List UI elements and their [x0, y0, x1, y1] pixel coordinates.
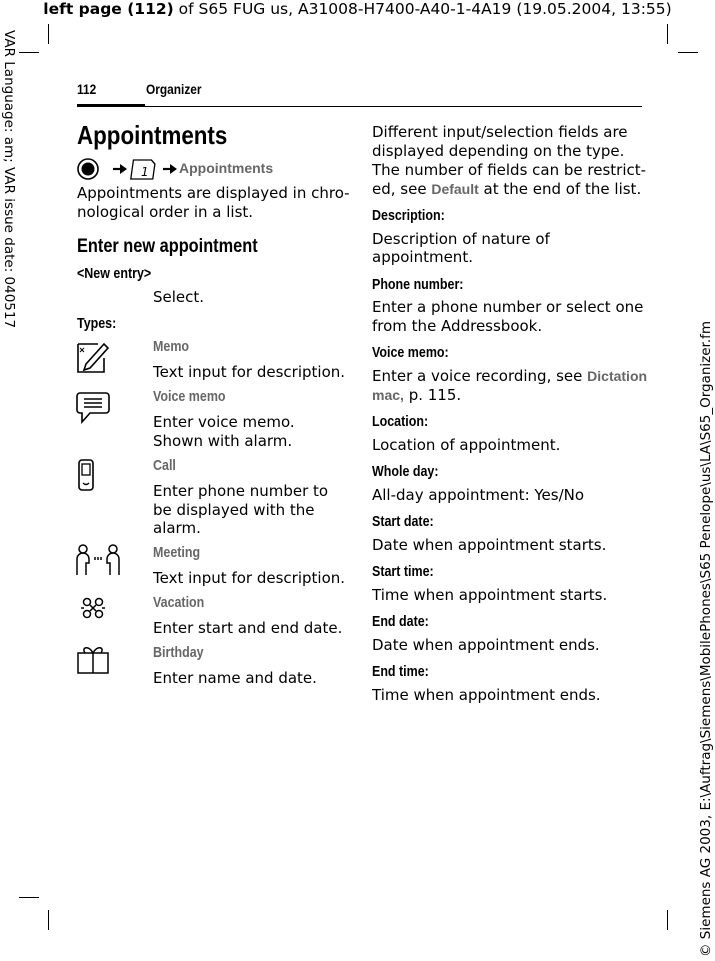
svg-text:1: 1: [141, 165, 149, 179]
page-number: 112: [77, 81, 97, 97]
type-desc: Enter voice memo.: [153, 413, 295, 431]
type-desc: Shown with alarm.: [153, 432, 293, 450]
type-name: Voice memo: [153, 389, 226, 405]
field-label: Location:: [372, 414, 429, 430]
link-default: Default: [431, 181, 479, 197]
field-label: Voice memo:: [372, 345, 449, 361]
field-desc: Time when appointment starts.: [372, 586, 608, 604]
link-dictation-cont: mac,: [372, 387, 404, 403]
type-name: Meeting: [153, 545, 201, 561]
gift-icon: [76, 643, 110, 677]
field-desc: from the Addressbook.: [372, 317, 543, 335]
type-desc: Enter phone number to: [153, 482, 329, 500]
joystick-icon: [78, 159, 98, 179]
arrow-right-icon: [113, 164, 127, 174]
field-desc: Description of nature of: [372, 230, 550, 248]
right-intro-line: displayed depending on the type.: [372, 142, 625, 160]
memo-pencil-icon: [76, 340, 110, 374]
crop-mark: [48, 24, 49, 44]
margin-note-left: VAR Language: am; VAR issue date: 040517: [1, 30, 17, 329]
field-desc: Date when appointment ends.: [372, 636, 600, 654]
type-desc: be displayed with the: [153, 501, 315, 519]
speech-bubble-icon: [76, 390, 110, 424]
type-name: Birthday: [153, 645, 204, 661]
type-name: Call: [153, 458, 176, 474]
crop-mark: [19, 52, 39, 53]
field-desc: Location of appointment.: [372, 436, 561, 454]
field-desc: appointment.: [372, 248, 473, 266]
vacation-icon: [76, 593, 110, 627]
page-title: Appointments: [77, 120, 228, 150]
field-label: Start date:: [372, 514, 434, 530]
field-desc: Enter a voice recording, see Dictation: [372, 367, 648, 385]
meeting-people-icon: [74, 543, 124, 577]
right-intro-line: ed, see Default at the end of the list.: [372, 180, 642, 198]
type-name: Vacation: [153, 595, 205, 611]
right-intro-line: The number of fields can be restrict-: [372, 161, 647, 179]
field-label: End date:: [372, 614, 429, 630]
new-entry-desc: Select.: [153, 288, 205, 306]
field-label: Whole day:: [372, 464, 439, 480]
field-label: Description:: [372, 208, 445, 224]
field-desc: All-day appointment: Yes/No: [372, 486, 585, 504]
section-heading: Enter new appointment: [77, 236, 258, 257]
field-label: End time:: [372, 664, 429, 680]
intro-line: nological order in a list.: [77, 203, 254, 221]
field-desc: mac, p. 115.: [372, 386, 462, 404]
field-desc: Date when appointment starts.: [372, 536, 607, 554]
page-section: Organizer: [146, 81, 202, 97]
crop-mark: [678, 52, 698, 53]
type-desc: alarm.: [153, 519, 201, 537]
new-entry-label: <New entry>: [77, 266, 152, 282]
type-desc: Enter name and date.: [153, 669, 317, 687]
menu-path: [77, 156, 317, 182]
field-desc: Time when appointment ends.: [372, 686, 601, 704]
margin-note-right: © Siemens AG 2003, E:\Auftrag\Siemens\MobilePhones\S65 Penelope\us\LA\S65_Organizer.fm: [698, 320, 714, 957]
type-desc: Text input for description.: [153, 569, 346, 587]
right-intro-line: Different input/selection fields are: [372, 123, 628, 141]
link-dictation: Dictation: [587, 368, 648, 384]
header-rule: [77, 106, 642, 107]
mobile-phone-icon: [76, 458, 110, 492]
arrow-right-icon: [163, 164, 177, 174]
types-label: Types:: [77, 316, 117, 332]
crop-mark: [667, 24, 668, 44]
print-header: left page (112) of S65 FUG us, A31008-H7400-A40-1-4A19 (19.05.2004, 13:55): [43, 0, 672, 18]
field-label: Phone number:: [372, 277, 464, 293]
crop-mark: [19, 897, 39, 898]
type-desc: Text input for description.: [153, 363, 346, 381]
type-name: Memo: [153, 339, 190, 355]
field-desc: Enter a phone number or select one: [372, 298, 644, 316]
crop-mark: [667, 910, 668, 930]
intro-line: Appointments are displayed in chro-: [77, 184, 350, 202]
menu-path-target: Appointments: [179, 160, 274, 176]
organizer-calendar-icon: [131, 160, 156, 179]
type-desc: Enter start and end date.: [153, 619, 343, 637]
field-label: Start time:: [372, 564, 434, 580]
header-rule-accent: [77, 104, 145, 107]
crop-mark: [48, 910, 49, 930]
